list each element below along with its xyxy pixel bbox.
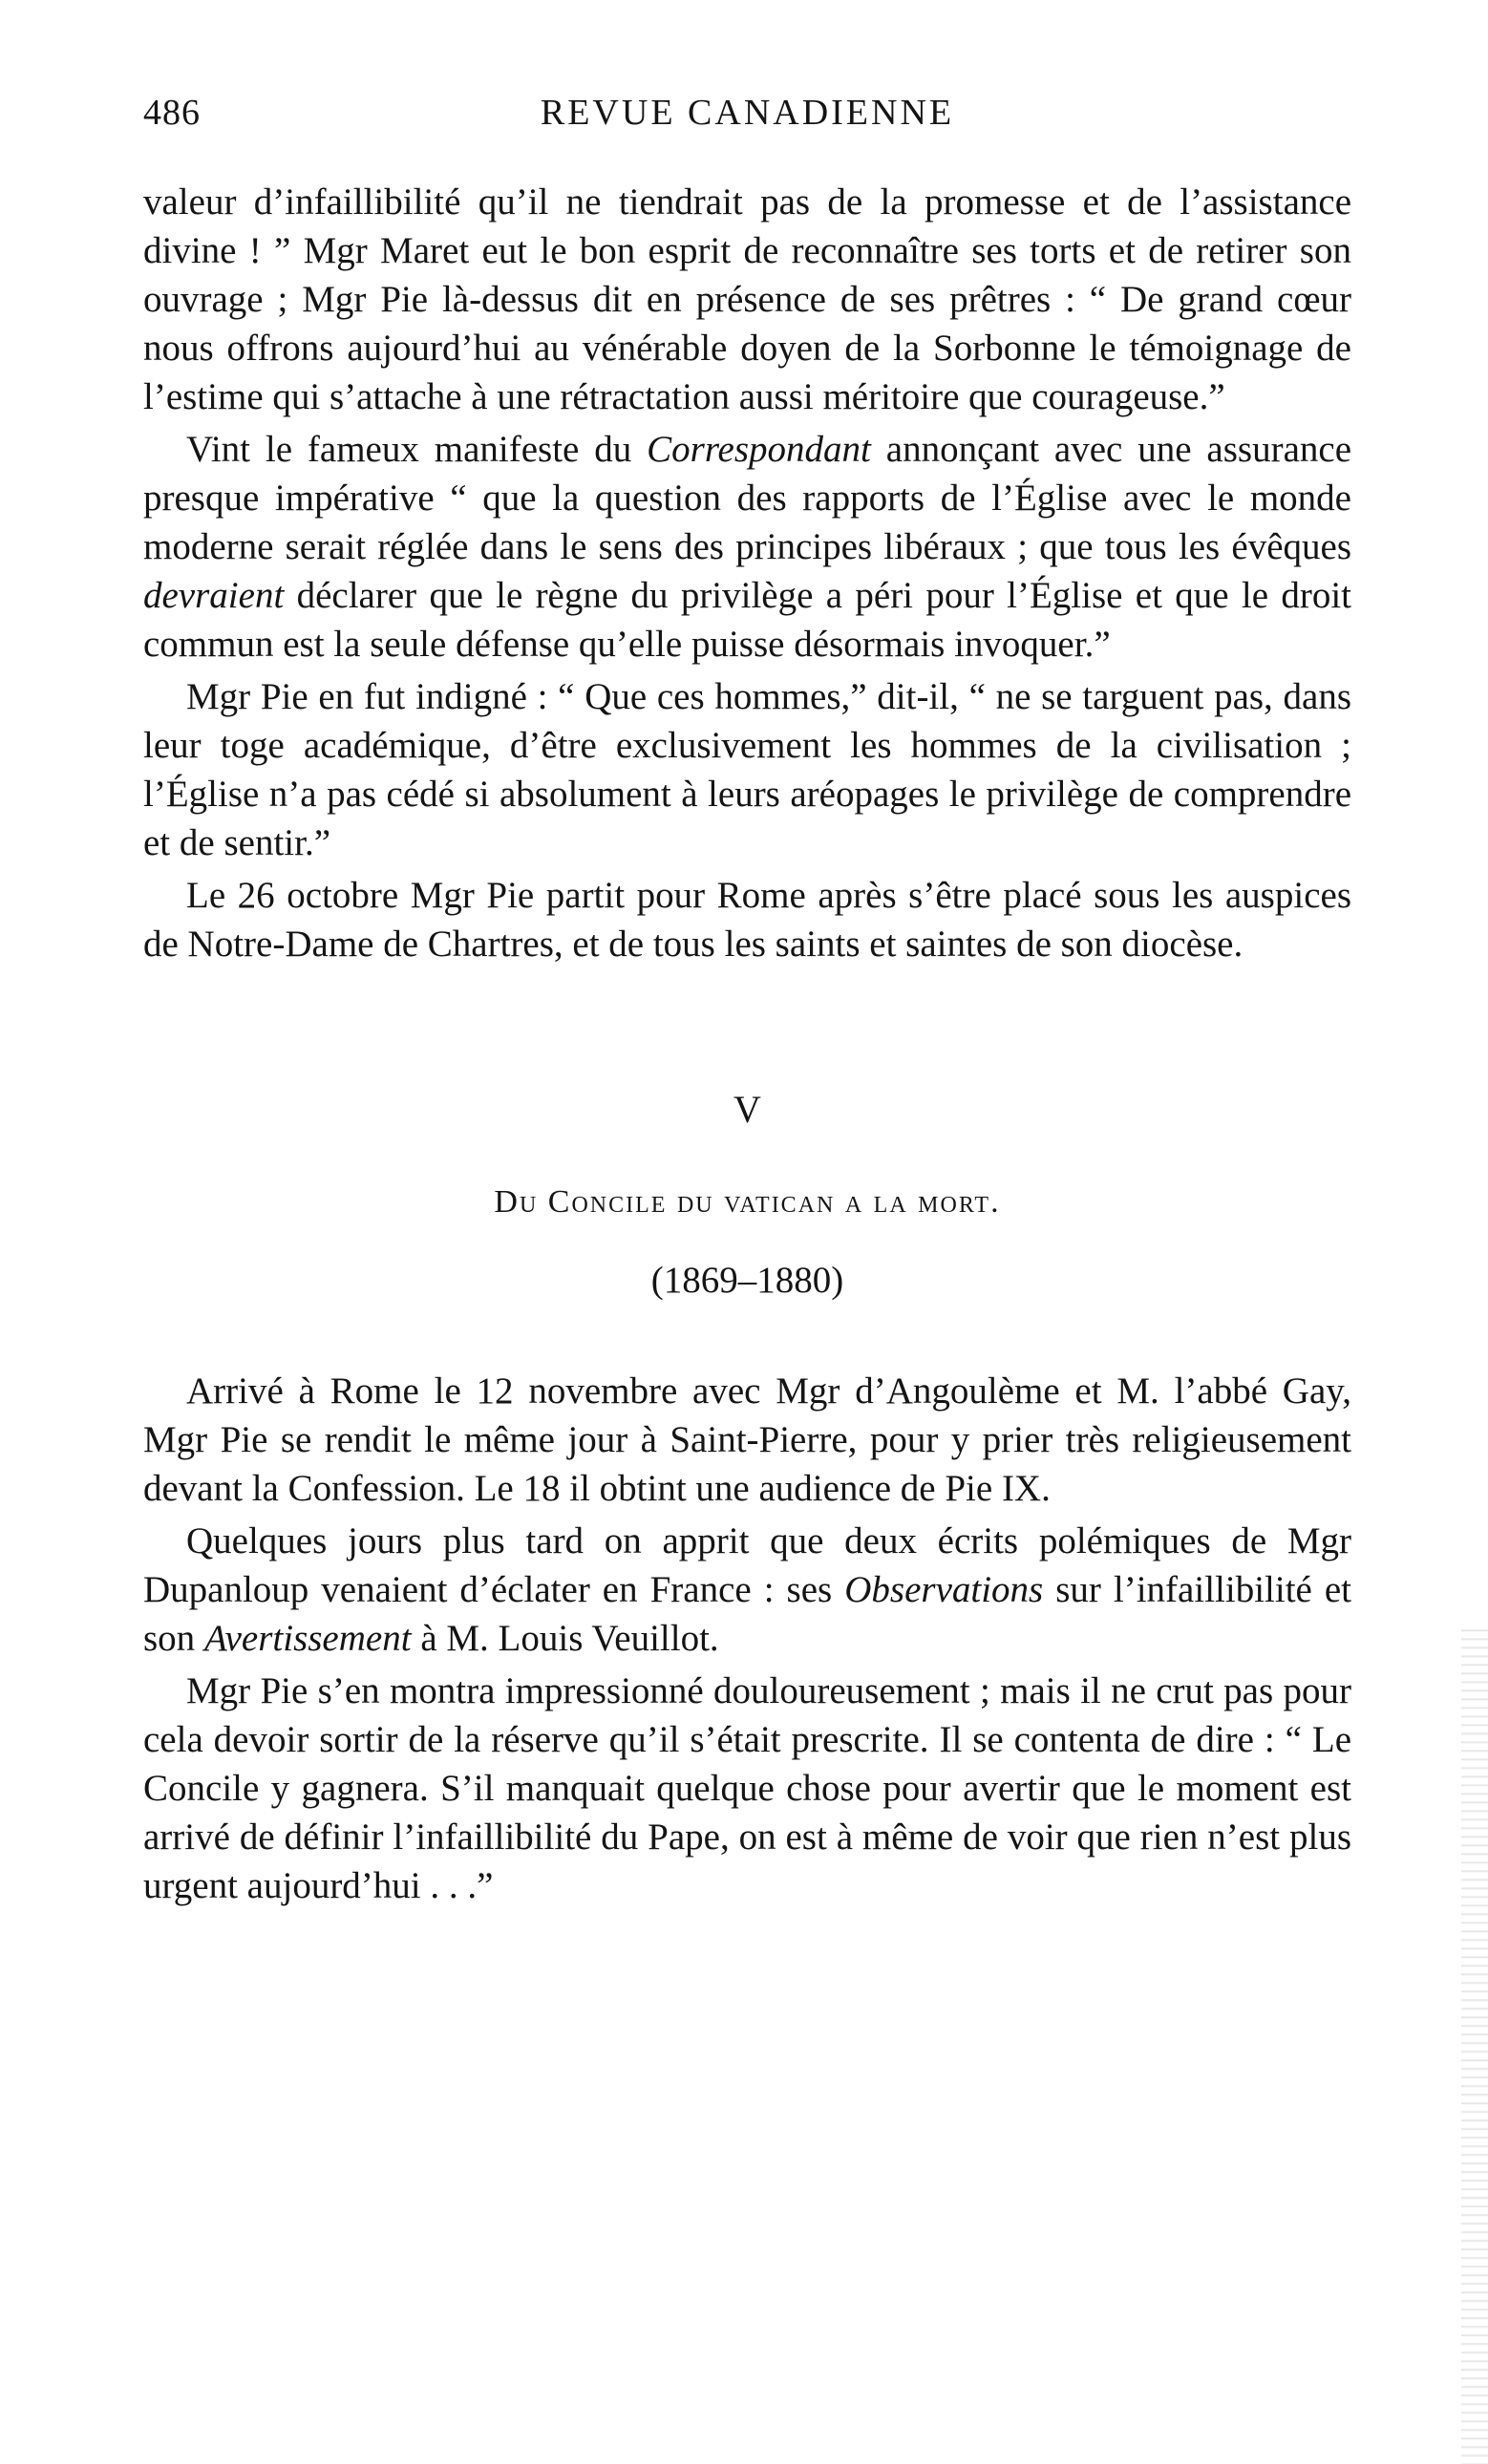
italic-text: Observations bbox=[844, 1569, 1044, 1610]
paragraph bbox=[143, 425, 1351, 669]
section-number: V bbox=[733, 1088, 761, 1131]
body-text-bottom bbox=[143, 1367, 1351, 1910]
page-number: 486 bbox=[143, 93, 201, 133]
italic-text: devraient bbox=[143, 575, 285, 616]
text-run: Arrivé à Rome le 12 novembre avec Mgr d’Angoulème et M. l’abbé Gay, Mgr Pie se rendit le même jour à Saint-Pierre, pour y prier très religieusement devant la Confession. Le 18 il obtint une audience de Pie IX. bbox=[143, 1370, 1351, 1509]
text-run: Vint le fameux manifeste du bbox=[186, 429, 648, 470]
text-run: Mgr Pie en fut indigné : “ Que ces hommes,” dit-il, “ ne se targuent pas, dans leur toge académique, d’être exclusivement les hommes de la civilisation ; l’Église n’a pas cédé si absolument à leurs aréopages le privilège de comprendre et de sentir.” bbox=[143, 676, 1351, 863]
scan-edge-speckle bbox=[1461, 1624, 1488, 2464]
page bbox=[143, 92, 1351, 1910]
page-header bbox=[143, 92, 1351, 149]
text-run: Quelques jours plus tard on apprit que deux écrits polémiques de Mgr Dupanloup venaient d’éclater en France : ses bbox=[143, 1520, 1351, 1610]
section-dates: (1869–1880) bbox=[650, 1260, 844, 1301]
text-run: déclarer que le règne du privilège a péri pour l’Église et que le droit commun est la seule défense qu’elle puisse désormais invoquer.” bbox=[143, 575, 1351, 665]
paragraph bbox=[143, 178, 1351, 421]
text-run: à M. Louis Veuillot. bbox=[411, 1618, 719, 1659]
paragraph bbox=[143, 1367, 1351, 1513]
paragraph bbox=[143, 672, 1351, 867]
text-run: Mgr Pie s’en montra impressionné douloureusement ; mais il ne crut pas pour cela devoir sortir de la réserve qu’il s’était prescrite. Il se contenta de dire : “ Le Concile y gagnera. S’il manquait quelque chose pour avertir que le moment est arrivé de définir l’infaillibilité du Pape, on est à même de voir que rien n’est plus urgent aujourd’hui . . .” bbox=[143, 1670, 1351, 1906]
running-title: REVUE CANADIENNE bbox=[540, 93, 955, 133]
italic-text: Correspondant bbox=[647, 429, 871, 470]
paragraph bbox=[143, 1517, 1351, 1663]
section-title: Du Concile du vatican a la mort. bbox=[494, 1184, 1001, 1220]
italic-text: Avertissement bbox=[203, 1618, 412, 1659]
text-run: sur l’infaillibilité et son bbox=[143, 1569, 1351, 1659]
text-run: annonçant avec une assurance presque impérative “ que la question des rapports de l’Église avec le monde moderne serait réglée dans le sens des principes libéraux ; que tous les évêques bbox=[143, 429, 1352, 567]
paragraph bbox=[143, 871, 1351, 968]
paragraph bbox=[143, 1667, 1351, 1910]
body-text-top bbox=[143, 178, 1351, 968]
text-run: Le 26 octobre Mgr Pie partit pour Rome après s’être placé sous les auspices de Notre-Dame de Chartres, et de tous les saints et saintes de son diocèse. bbox=[143, 875, 1351, 965]
text-run: valeur d’infaillibilité qu’il ne tiendrait pas de la promesse et de l’assistance divine ! ” Mgr Maret eut le bon esprit de reconnaître ses torts et de retirer son ouvrage ; Mgr Pie là-dessus dit en présence de ses prêtres : “ De grand cœur nous offrons aujourd’hui au vénérable doyen de la Sorbonne le témoignage de l’estime qui s’attache à une rétractation aussi méritoire que courageuse.” bbox=[143, 181, 1351, 417]
